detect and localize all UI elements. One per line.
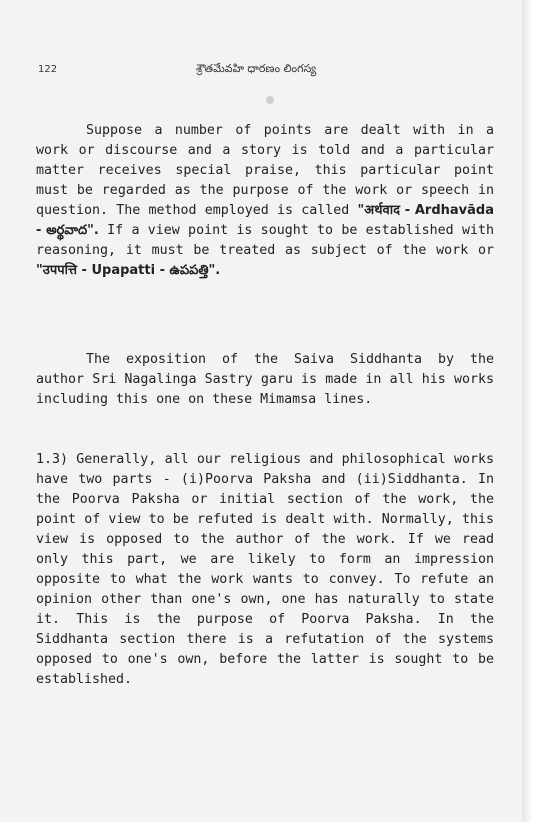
paragraph-exposition: The exposition of the Saiva Siddhanta by the author Sri Nagalinga Sastry garu is made in all his works including this one on these Mimamsa lines.	[36, 352, 494, 407]
term-upapatti: "उपपत्ति - Upapatti - ఉపపత్తి".	[36, 263, 221, 278]
paragraph1-text-b: If a view point is sought to be established with reasoning, it must be treated as subject of the work or	[36, 223, 494, 258]
page-number: 122	[38, 64, 58, 75]
paragraph-purpose	[36, 121, 494, 281]
paragraph-section-1-3: 1.3) Generally, all our religious and philosophical works have two parts - (i)Poorva Paksha and (ii)Siddhanta. In the Poorva Paksha or initial section of the work, the point of view to be refuted is dealt with. Normally, this view is opposed to the author of the work. If we read only this part, we are likely to form an impression opposite to what the work wants to convey. To refute an opinion other than one's own, one has naturally to state it. This is the purpose of Poorva Paksha. In the Siddhanta section there is a refutation of the systems opposed to one's own, before the latter is sought to be established.	[36, 452, 494, 687]
page-header	[38, 62, 504, 82]
running-head: శ్రౌతమేవహి ధారణం లింగస్య	[196, 62, 317, 75]
paragraph1-text-a: Suppose a number of points are dealt with in a work or discourse and a story is told and a particular matter receives special praise, this particular point must be regarded as the purpose of the work or speech in question. The method employed is called	[36, 123, 494, 218]
ornament-dot	[266, 96, 274, 104]
term-ardhavada: "अर्थवाद - Ardhavāda - అర్థవాద".	[36, 203, 494, 238]
page-edge	[522, 0, 540, 822]
